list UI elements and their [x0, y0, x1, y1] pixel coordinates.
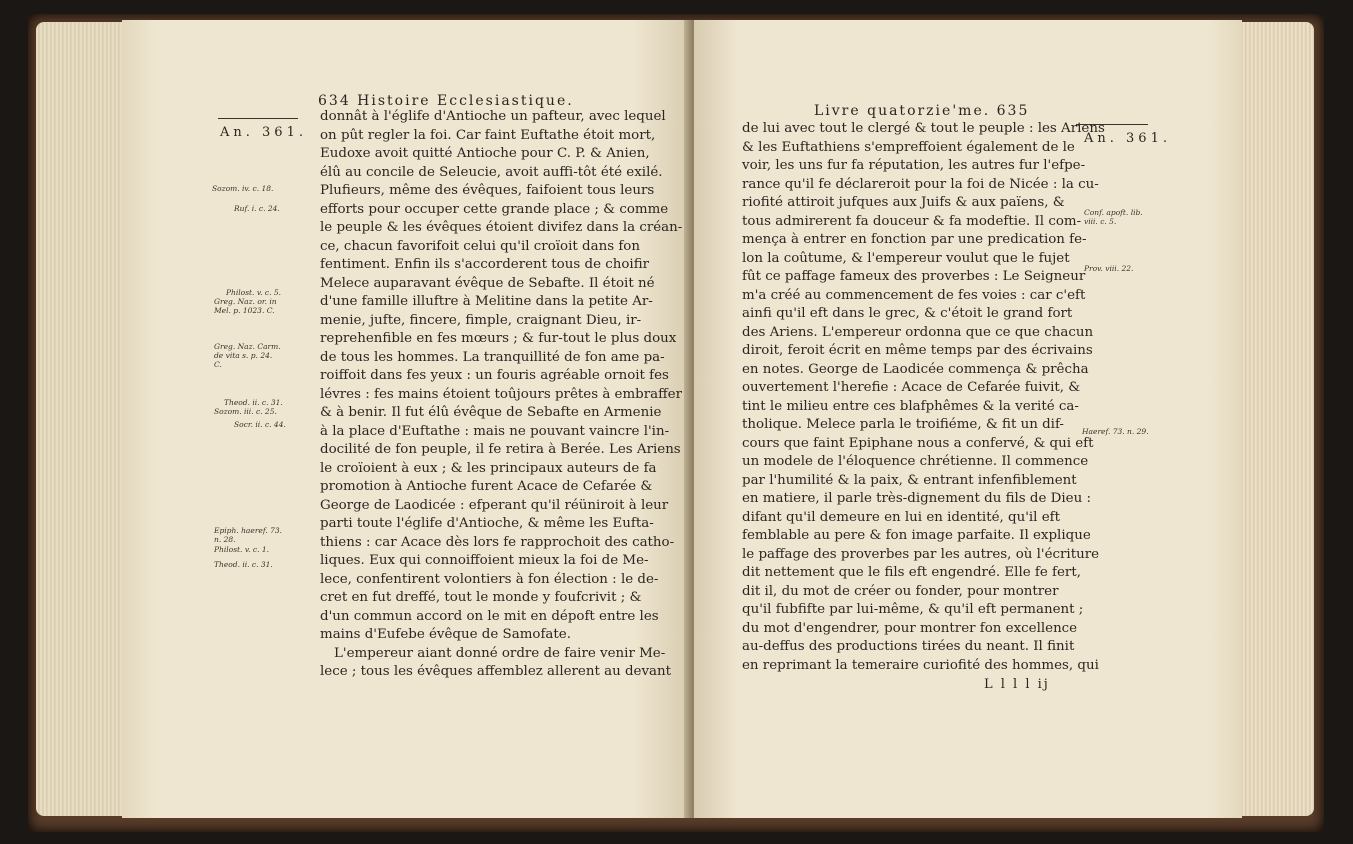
margin-note: Prov. viii. 22. — [1084, 264, 1134, 273]
margin-note: Philost. v. c. 1. — [214, 545, 270, 554]
text-line: Eudoxe avoit quitté Antioche pour C. P. & Anien, — [320, 146, 650, 161]
left-year: An. 361. — [220, 125, 307, 140]
text-line: promotion à Antioche furent Acace de Cefarée & — [320, 479, 653, 494]
right-year: An. 361. — [1084, 131, 1171, 146]
margin-note: de vita s. p. 24. — [214, 351, 273, 360]
margin-note: Greg. Naz. or. in — [214, 297, 277, 306]
right-page-edges — [1240, 22, 1314, 816]
margin-note: Greg. Naz. Carm. — [214, 342, 281, 351]
text-line: L'empereur aiant donné ordre de faire venir Me- — [334, 645, 666, 661]
text-line: mains d'Eufebe évêque de Samofate. — [320, 627, 571, 642]
left-page-edges — [36, 22, 128, 816]
text-line: qu'il fubfifte par lui-même, & qu'il eft permanent ; — [742, 602, 1084, 617]
text-line: au-deffus des productions tirées du neant. Il finit — [742, 639, 1075, 654]
text-line: Melece auparavant évêque de Sebafte. Il étoit né — [320, 275, 655, 291]
text-line: lece ; tous les évêques affemblez allerent au devant — [320, 664, 672, 679]
text-line: & les Euftathiens s'empreffoient également de le — [742, 139, 1075, 155]
text-line: le croïoient à eux ; & les principaux auteurs de fa — [320, 460, 657, 476]
text-line: dit il, du mot de créer ou fonder, pour montrer — [742, 583, 1059, 599]
text-line: efforts pour occuper cette grande place ; & comme — [320, 201, 669, 217]
year-rule — [218, 118, 298, 119]
text-line: on pût regler la foi. Car faint Euftathe étoit mort, — [320, 127, 656, 143]
text-line: en notes. George de Laodicée commença & prêcha — [742, 361, 1089, 377]
right-body-text — [742, 120, 1105, 675]
text-line: ce, chacun favorifoit celui qu'il croïoit dans fon — [320, 238, 640, 254]
margin-note: Haeref. 73. n. 29. — [1082, 427, 1149, 436]
text-line: de tous les hommes. La tranquillité de fon ame pa- — [320, 349, 665, 365]
text-line: dit nettement que le fils eft engendré. Elle fe fert, — [742, 565, 1081, 580]
text-line: parti toute l'églife d'Antioche, & même les Eufta- — [320, 516, 654, 531]
margin-note: n. 28. — [214, 535, 236, 544]
margin-note: Sozom. iv. c. 18. — [212, 184, 274, 193]
margin-note: Theod. ii. c. 31. — [224, 398, 283, 407]
text-line: diroit, feroit écrit en même temps par des écrivains — [742, 343, 1093, 358]
text-line: lévres : fes mains étoient toûjours prêtes à embraffer — [320, 386, 682, 402]
text-line: ouvertement l'herefie : Acace de Cefarée fuivit, & — [742, 380, 1081, 395]
text-line: en reprimant la temeraire curiofité des hommes, qui — [742, 657, 1099, 673]
text-line: par l'humilité & la paix, & entrant infenfiblement — [742, 472, 1077, 488]
margin-note: Socr. ii. c. 44. — [234, 420, 286, 429]
catchword: L l l l ij — [984, 677, 1050, 692]
text-line: donnât à l'églife d'Antioche un pafteur, avec lequel — [320, 109, 666, 124]
text-line: le peuple & les évêques étoient divifez dans la créan- — [320, 220, 683, 235]
text-line: tint le milieu entre ces blafphêmes & la verité ca- — [742, 398, 1079, 414]
margin-note: Sozom. iii. c. 25. — [214, 407, 277, 416]
text-line: du mot d'engendrer, pour montrer fon excellence — [742, 620, 1078, 636]
text-line: reprehenfible en fes mœurs ; & fur-tout le plus doux — [320, 331, 677, 346]
text-line: voir, les uns fur fa réputation, les autres fur l'efpe- — [742, 158, 1086, 173]
text-line: fentiment. Enfin ils s'accorderent tous de choifir — [320, 257, 650, 272]
text-line: roiffoit dans fes yeux : un fouris agréable ornoit fes — [320, 368, 669, 383]
text-line: cret en fut dreffé, tout le monde y foufcrivit ; & — [320, 590, 642, 605]
right-page — [694, 20, 1242, 818]
text-line: en matiere, il parle très-dignement du fils de Dieu : — [742, 491, 1091, 506]
text-line: difant qu'il demeure en lui en identité, qu'il eft — [742, 509, 1060, 525]
text-line: riofité attiroit jufques aux Juifs & aux païens, & — [742, 195, 1065, 210]
text-line: lon la coûtume, & l'empereur voulut que le fujet — [742, 250, 1070, 266]
text-line: liques. Eux qui connoiffoient mieux la foi de Me- — [320, 553, 649, 568]
margin-note: Conf. apoft. lib. — [1084, 208, 1143, 217]
text-line: tous admirerent fa douceur & fa modeftie. Il com- — [742, 213, 1082, 229]
margin-note: Philost. v. c. 5. — [226, 288, 282, 297]
margin-note: C. — [214, 360, 222, 369]
text-line: à la place d'Euftathe : mais ne pouvant vaincre l'in- — [320, 423, 670, 439]
margin-note: Epiph. haeref. 73. — [214, 526, 283, 535]
text-line: Plufieurs, même des évêques, faifoient tous leurs — [320, 183, 655, 198]
text-line: ainfi qu'il eft dans le grec, & c'étoit le grand fort — [742, 306, 1073, 321]
text-line: George de Laodicée : efperant qu'il réüniroit à leur — [320, 497, 669, 513]
text-line: m'a créé au commencement de fes voies : car c'eft — [742, 287, 1086, 303]
text-line: docilité de fon peuple, il fe retira à Berée. Les Ariens — [320, 442, 681, 457]
text-line: tholique. Melece parla le troifiéme, & fit un dif- — [742, 417, 1064, 432]
text-line: & à benir. Il fut élû évêque de Sebafte en Armenie — [320, 405, 662, 420]
text-line: des Ariens. L'empereur ordonna que ce que chacun — [742, 324, 1094, 340]
text-line: élû au concile de Seleucie, avoit auffi-tôt été exilé. — [320, 164, 663, 180]
left-body-text — [320, 108, 682, 682]
text-line: menie, jufte, fincere, fimple, craignant Dieu, ir- — [320, 312, 642, 328]
text-line: femblable au pere & fon image parfaite. Il explique — [742, 528, 1091, 543]
text-line: d'une famille illuftre à Melitine dans la petite Ar- — [320, 294, 653, 309]
text-line: cours que faint Epiphane nous a confervé, & qui eft — [742, 435, 1094, 451]
margin-note: viii. c. 5. — [1084, 217, 1117, 226]
text-line: rance qu'il fe déclareroit pour la foi de Nicée : la cu- — [742, 176, 1099, 192]
text-line: fût ce paffage fameux des proverbes : Le Seigneur — [742, 269, 1086, 284]
text-line: un modele de l'éloquence chrétienne. Il commence — [742, 454, 1089, 469]
margin-note: Theod. ii. c. 31. — [214, 560, 273, 569]
text-line: mença à entrer en fonction par une predication fe- — [742, 232, 1087, 247]
text-line: le paffage des proverbes par les autres, où l'écriture — [742, 546, 1100, 562]
text-line: lece, confentirent volontiers à fon élection : le de- — [320, 571, 659, 587]
text-line: de lui avec tout le clergé & tout le peuple : les Ariens — [742, 121, 1105, 136]
left-page — [122, 20, 690, 818]
text-line: thiens : car Acace dès lors fe rapprochoit des catho- — [320, 534, 675, 550]
text-line: d'un commun accord on le mit en dépoft entre les — [320, 608, 659, 624]
right-running-head: Livre quatorzie'me. 635 — [814, 103, 1030, 119]
left-running-head: 634 Histoire Ecclesiastique. — [318, 93, 574, 109]
margin-note: Mel. p. 1023. C. — [214, 306, 275, 315]
margin-note: Ruf. i. c. 24. — [234, 204, 280, 213]
